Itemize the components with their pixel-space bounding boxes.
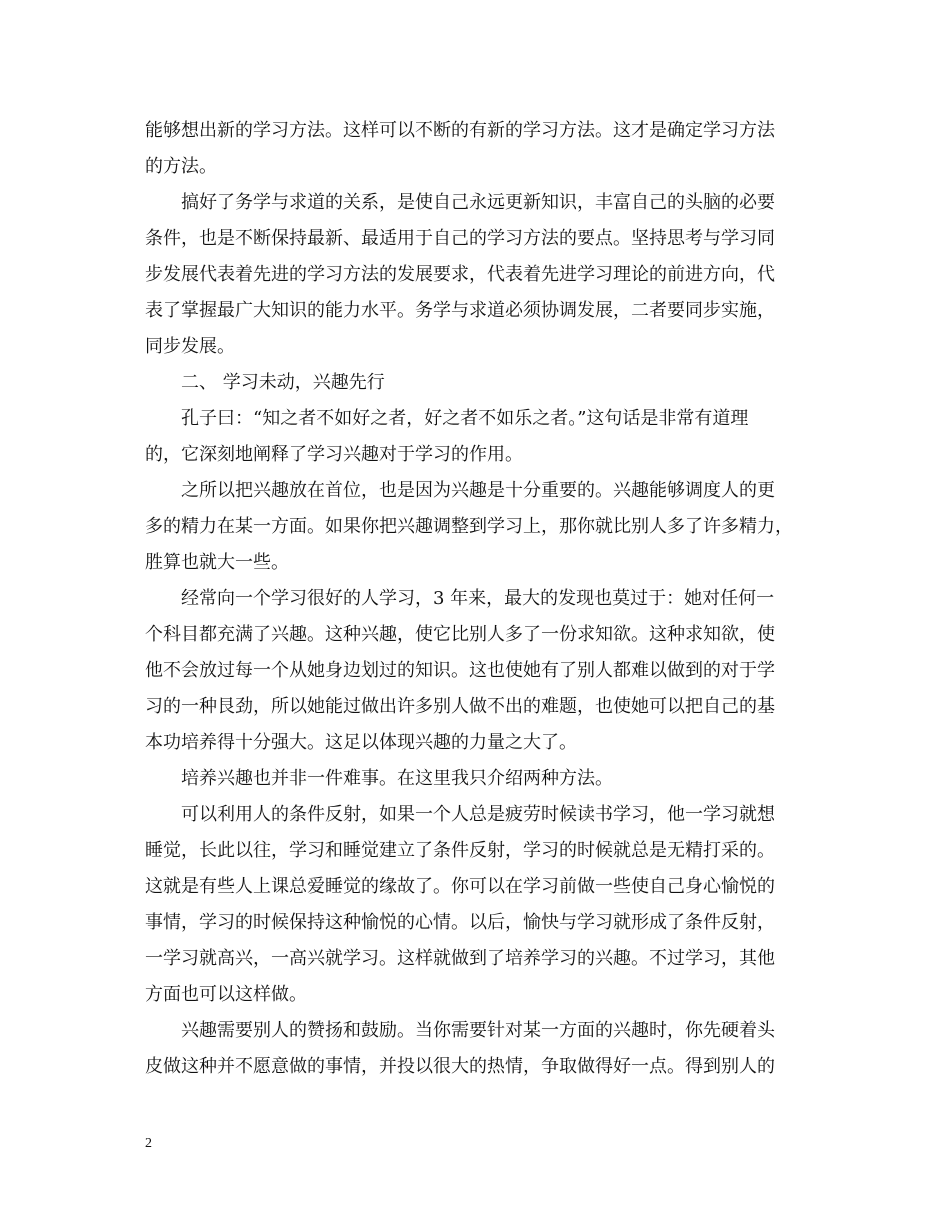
text-line: 事情，学习的时候保持这种愉悦的心情。以后，愉快与学习就形成了条件反射，	[145, 912, 775, 933]
text-line: 的，它深刻地阐释了学习兴趣对于学习的作用。	[145, 444, 523, 465]
text-line: 步发展代表着先进的学习方法的发展要求，代表着先进学习理论的前进方向，代	[145, 264, 775, 285]
text-line: 个科目都充满了兴趣。这种兴趣，使它比别人多了一份求知欲。这种求知欲，使	[145, 624, 775, 645]
text-line: 表了掌握最广大知识的能力水平。务学与求道必须协调发展，二者要同步实施，	[145, 300, 775, 321]
text-line: 习的一种艮劲，所以她能过做出许多别人做不出的难题，也使她可以把自己的基	[145, 696, 775, 717]
text-line: 本功培养得十分强大。这足以体现兴趣的力量之大了。	[145, 732, 577, 753]
section-heading: 二、 学习未动，兴趣先行	[181, 372, 385, 393]
text-line: 一学习就高兴，一高兴就学习。这样就做到了培养学习的兴趣。不过学习，其他	[145, 948, 775, 969]
text-line: 能够想出新的学习方法。这样可以不断的有新的学习方法。这才是确定学习方法	[145, 120, 775, 141]
text-line: 皮做这种并不愿意做的事情，并投以很大的热情，争取做得好一点。得到别人的	[145, 1056, 775, 1077]
paragraph-start-line: 可以利用人的条件反射，如果一个人总是疲劳时候读书学习，他一学习就想	[181, 804, 775, 825]
text-line: 同步发展。	[145, 336, 235, 357]
paragraph-start-line: 培养兴趣也并非一件难事。在这里我只介绍两种方法。	[181, 768, 613, 789]
text-line: 方面也可以这样做。	[145, 984, 307, 1005]
text-line: 多的精力在某一方面。如果你把兴趣调整到学习上，那你就比别人多了许多精力，	[145, 516, 793, 537]
paragraph-start-line: 之所以把兴趣放在首位，也是因为兴趣是十分重要的。兴趣能够调度人的更	[181, 480, 775, 501]
paragraph-start-line: 兴趣需要别人的赞扬和鼓励。当你需要针对某一方面的兴趣时，你先硬着头	[181, 1020, 775, 1041]
text-line: 这就是有些人上课总爱睡觉的缘故了。你可以在学习前做一些使自己身心愉悦的	[145, 876, 775, 897]
text-line: 胜算也就大一些。	[145, 552, 289, 573]
text-line: 的方法。	[145, 156, 217, 177]
page-number: 2	[145, 1136, 152, 1151]
text-line: 睡觉，长此以往，学习和睡觉建立了条件反射，学习的时候就总是无精打采的。	[145, 840, 775, 861]
text-line: 他不会放过每一个从她身边划过的知识。这也使她有了别人都难以做到的对于学	[145, 660, 775, 681]
paragraph-start-line: 经常向一个学习很好的人学习，3 年来，最大的发现也莫过于：她对任何一	[181, 588, 775, 609]
text-line: 条件，也是不断保持最新、最适用于自己的学习方法的要点。坚持思考与学习同	[145, 228, 775, 249]
paragraph-start-line: 搞好了务学与求道的关系，是使自己永远更新知识，丰富自己的头脑的必要	[181, 192, 775, 213]
paragraph-start-line: 孔子曰：“知之者不如好之者，好之者不如乐之者。”这句话是非常有道理	[181, 408, 749, 429]
